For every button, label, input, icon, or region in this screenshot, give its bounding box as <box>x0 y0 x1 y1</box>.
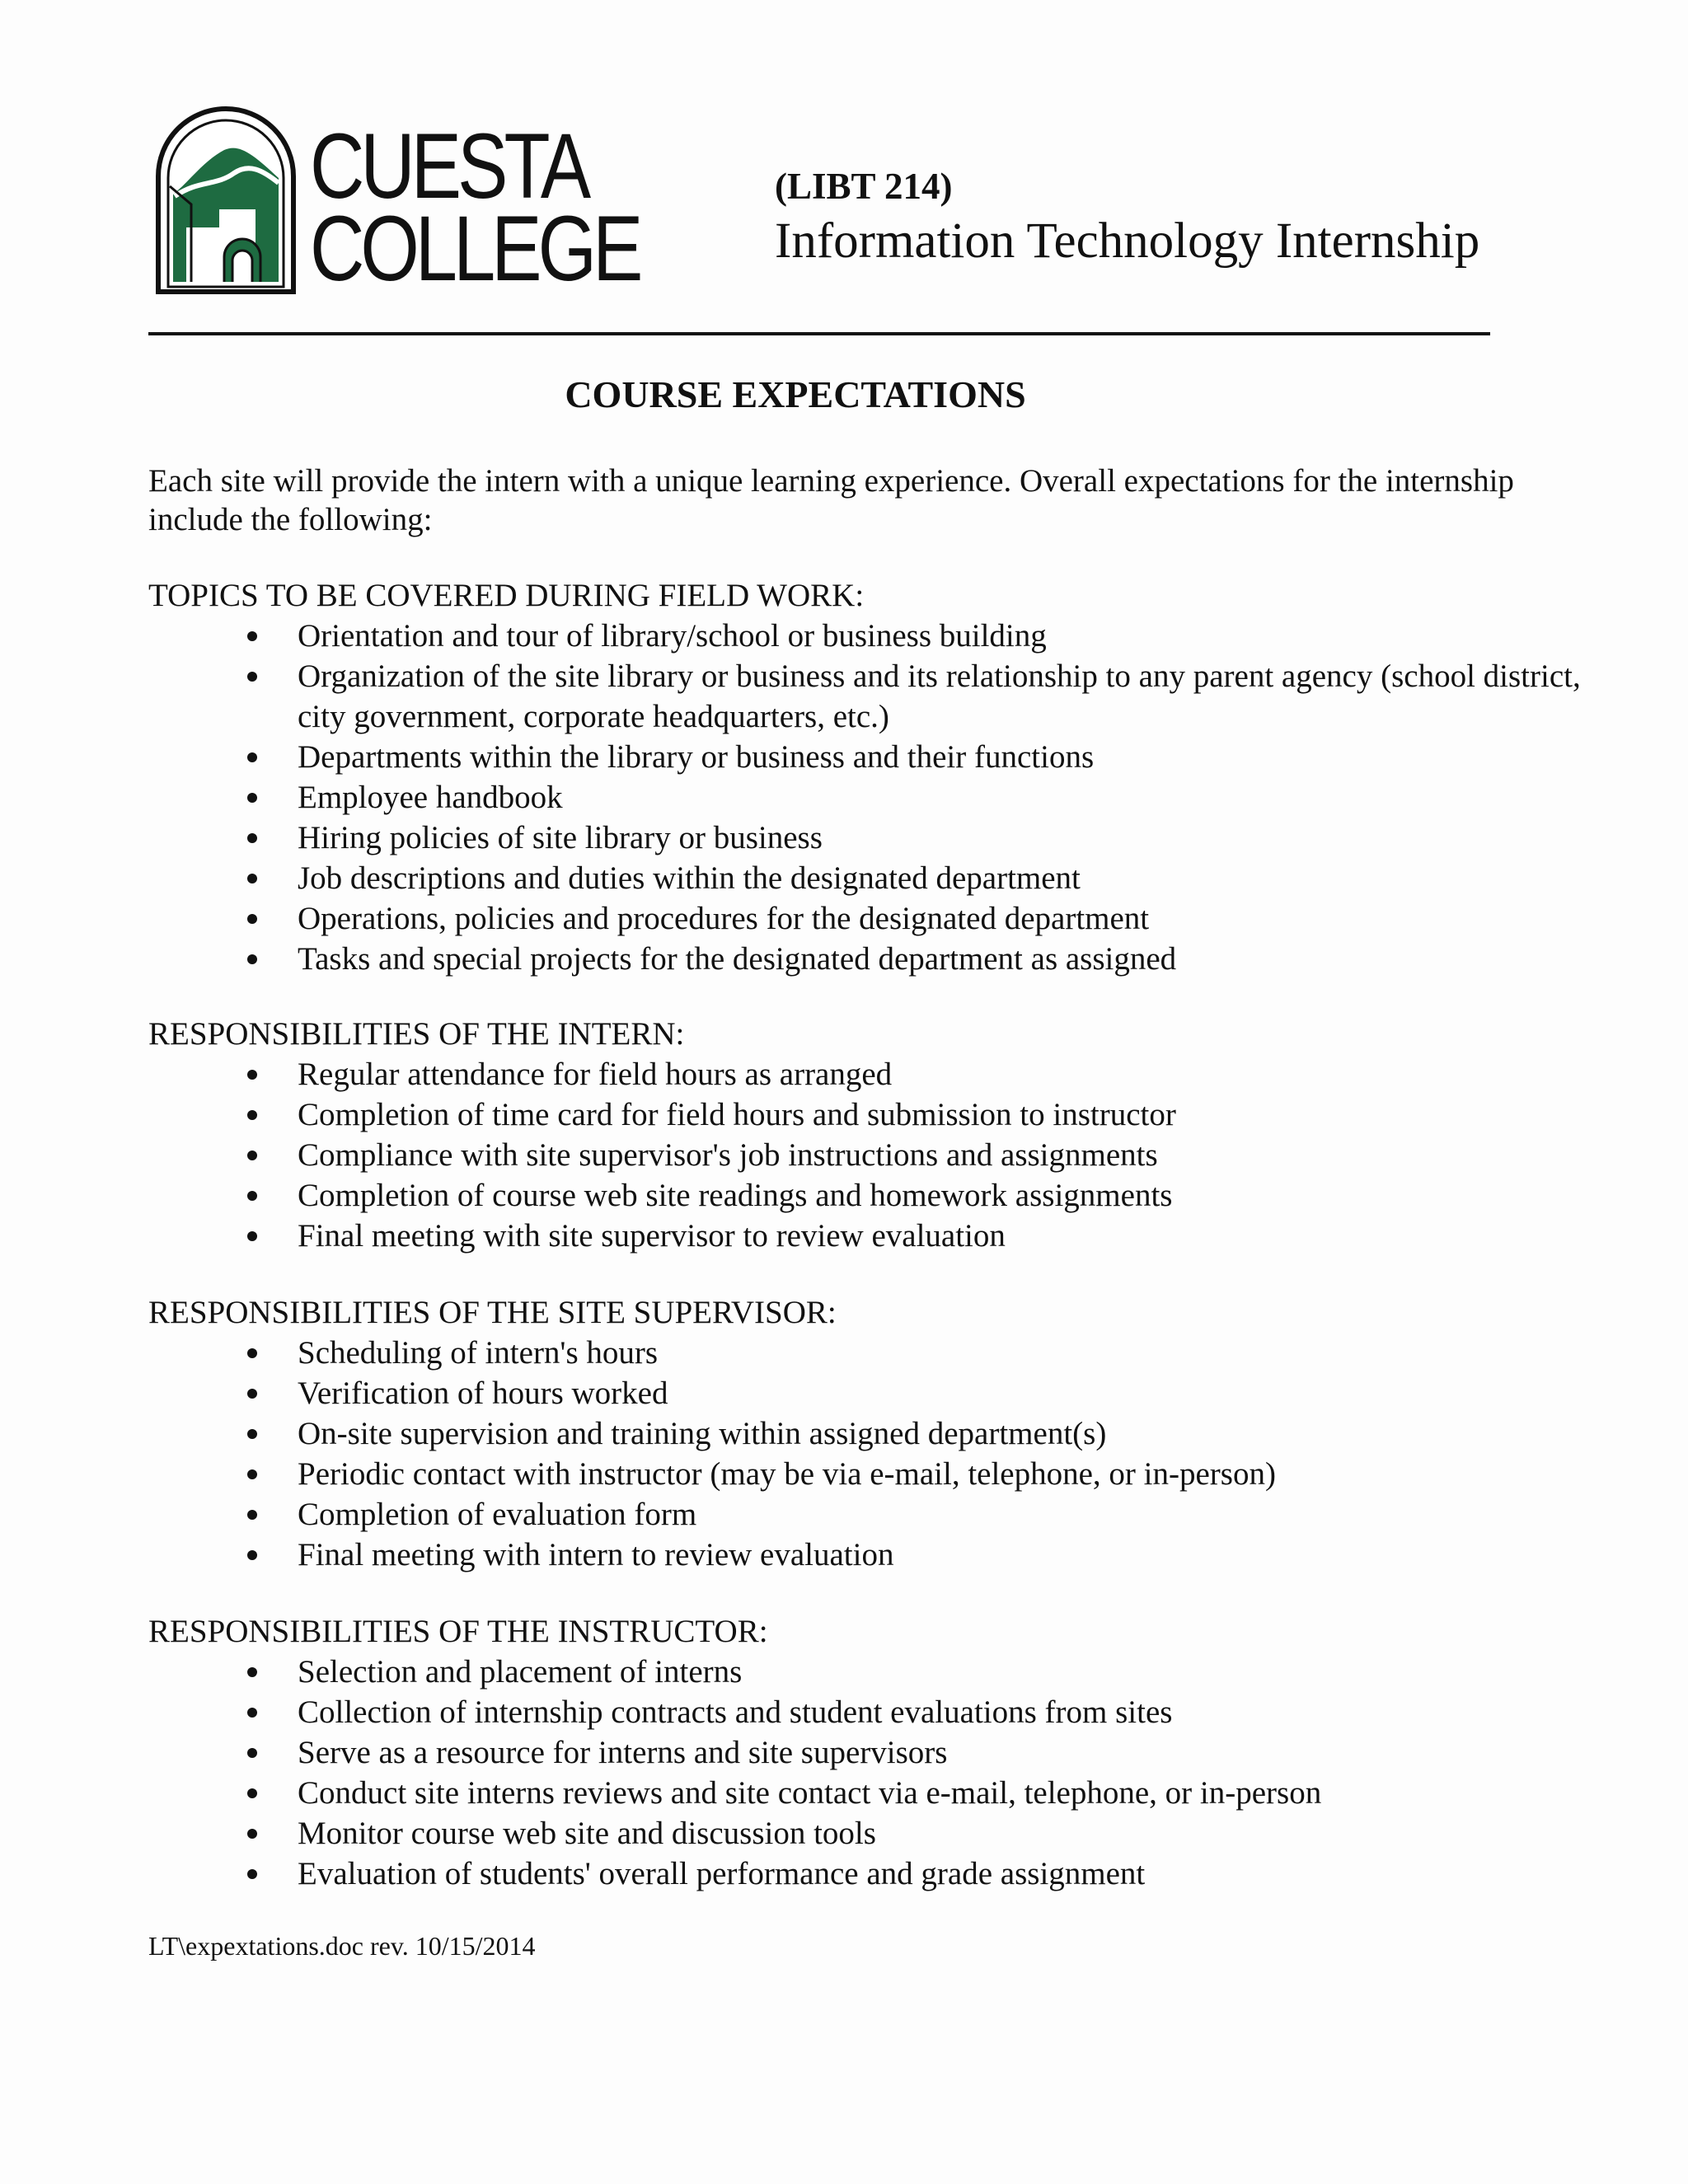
list-item: Operations, policies and procedures for the designated department <box>148 898 1582 939</box>
section-title: RESPONSIBILITIES OF THE INSTRUCTOR: <box>148 1614 768 1649</box>
bullet-icon <box>247 833 257 843</box>
bullet-icon <box>247 1510 257 1520</box>
list-item: Job descriptions and duties within the designated department <box>148 858 1582 898</box>
logo-line2: COLLEGE <box>310 197 640 300</box>
course-code: (LIBT 214) <box>775 166 953 207</box>
section-title: RESPONSIBILITIES OF THE INTERN: <box>148 1016 685 1052</box>
bullet-icon <box>247 1788 257 1798</box>
bullet-icon <box>247 1869 257 1879</box>
bullet-icon <box>247 1429 257 1439</box>
section-instructor <box>148 1611 1582 1894</box>
list-item: Departments within the library or business and their functions <box>148 737 1582 777</box>
list-item: Collection of internship contracts and student evaluations from sites <box>148 1692 1582 1732</box>
list-item: Compliance with site supervisor's job instructions and assignments <box>148 1135 1582 1175</box>
list-item: Evaluation of students' overall performance and grade assignment <box>148 1854 1582 1894</box>
bullet-icon <box>247 1348 257 1358</box>
bullet-icon <box>247 793 257 803</box>
list-item: Regular attendance for field hours as arranged <box>148 1054 1582 1094</box>
bullet-icon <box>247 1191 257 1201</box>
list-item: Final meeting with site supervisor to review evaluation <box>148 1216 1582 1256</box>
list-item: Periodic contact with instructor (may be via e-mail, telephone, or in-person) <box>148 1454 1582 1494</box>
list-item: Final meeting with intern to review evaluation <box>148 1535 1582 1575</box>
list-item: Scheduling of intern's hours <box>148 1333 1582 1373</box>
bullet-icon <box>247 631 257 641</box>
list-item: Organization of the site library or business and its relationship to any parent agency (school district, city government, corporate headquarters, etc.) <box>148 656 1582 737</box>
bullet-icon <box>247 672 257 682</box>
list-item: Serve as a resource for interns and site supervisors <box>148 1732 1582 1773</box>
bullet-icon <box>247 1110 257 1120</box>
bullet-icon <box>247 752 257 762</box>
bullet-icon <box>247 954 257 964</box>
bullet-icon <box>247 1748 257 1758</box>
list-item: Conduct site interns reviews and site contact via e-mail, telephone, or in-person <box>148 1773 1582 1813</box>
bullet-list <box>148 616 1582 979</box>
list-item: On-site supervision and training within assigned department(s) <box>148 1413 1582 1454</box>
header-divider <box>148 332 1490 335</box>
logo-line1: CUESTA <box>310 115 588 218</box>
intro-paragraph: Each site will provide the intern with a unique learning experience. Overall expectations for the internship include the following: <box>148 463 1514 537</box>
list-item: Tasks and special projects for the designated department as assigned <box>148 939 1582 979</box>
list-item: Selection and placement of interns <box>148 1652 1582 1692</box>
list-item: Hiring policies of site library or business <box>148 818 1582 858</box>
document-footer: LT\expextations.doc rev. 10/15/2014 <box>148 1931 536 1961</box>
page-title: COURSE EXPECTATIONS <box>565 373 1026 415</box>
bullet-icon <box>247 1070 257 1080</box>
section-site-supervisor <box>148 1292 1582 1575</box>
list-item: Orientation and tour of library/school or business building <box>148 616 1582 656</box>
list-item: Verification of hours worked <box>148 1373 1582 1413</box>
list-item: Monitor course web site and discussion tools <box>148 1813 1582 1854</box>
college-logo <box>153 104 697 298</box>
section-topics <box>148 575 1582 979</box>
course-title: Information Technology Internship <box>775 213 1480 269</box>
list-item: Completion of evaluation form <box>148 1494 1582 1535</box>
section-title: RESPONSIBILITIES OF THE SITE SUPERVISOR: <box>148 1295 837 1330</box>
bullet-icon <box>247 1708 257 1718</box>
arch-emblem-icon <box>153 104 298 295</box>
bullet-icon <box>247 1550 257 1560</box>
bullet-icon <box>247 874 257 883</box>
bullet-icon <box>247 1389 257 1399</box>
section-intern <box>148 1014 1582 1256</box>
section-title: TOPICS TO BE COVERED DURING FIELD WORK: <box>148 578 865 613</box>
list-item: Completion of course web site readings and homework assignments <box>148 1175 1582 1216</box>
bullet-icon <box>247 1829 257 1839</box>
bullet-list <box>148 1652 1582 1894</box>
list-item: Completion of time card for field hours and submission to instructor <box>148 1094 1582 1135</box>
bullet-icon <box>247 1231 257 1241</box>
bullet-icon <box>247 1151 257 1160</box>
bullet-icon <box>247 1667 257 1677</box>
bullet-icon <box>247 1469 257 1479</box>
bullet-list <box>148 1054 1582 1256</box>
bullet-icon <box>247 914 257 924</box>
bullet-list <box>148 1333 1582 1575</box>
list-item: Employee handbook <box>148 777 1582 818</box>
